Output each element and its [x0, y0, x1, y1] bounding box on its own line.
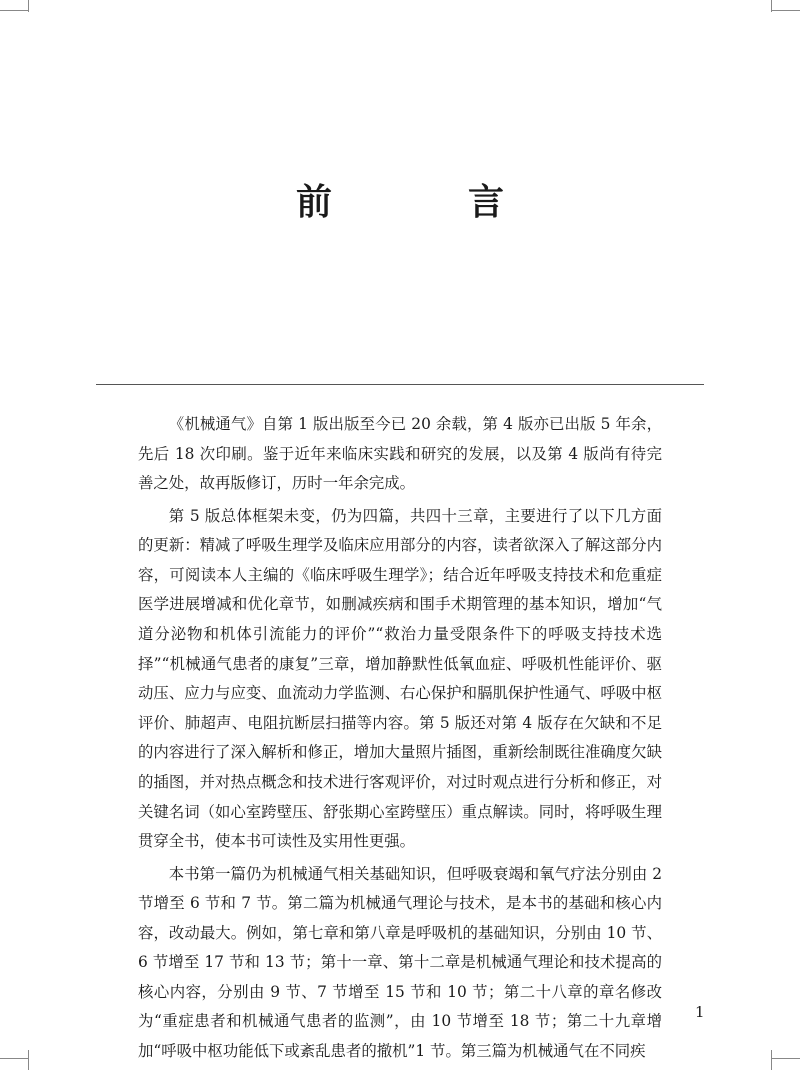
paragraph-3: 本书第一篇仍为机械通气相关基础知识，但呼吸衰竭和氧气疗法分别由 2 节增至 6 节和 7 节。第二篇为机械通气理论与技术，是本书的基础和核心内容，改动最大。例如，第七章和第八章是呼吸机的基础知识，分别由 10 节、6 节增至 17 节和 13 节；第十一章、第十二章是机械通气理论和技术提高的核心内容，分别由 9 节、7 节增至 15 节和 10 节；第二十八章的章名修改为“重症患者和机械通气患者的监测”，由 10 节增至 18 节；第二十九章增加“呼吸中枢功能低下或紊乱患者的撤机”1 节。第三篇为机械通气在不同疾: [138, 864, 662, 1061]
crop-mark-top-left-h: [0, 10, 28, 11]
crop-mark-top-right-h: [772, 10, 800, 11]
crop-mark-top-right-v: [771, 0, 772, 12]
page-number: 1: [695, 1003, 705, 1021]
crop-mark-bottom-left-h: [0, 1058, 28, 1059]
paragraph-2: 第 5 版总体框架未变，仍为四篇，共四十三章，主要进行了以下几方面的更新：精减了呼吸生理学及临床应用部分的内容，读者欲深入了解这部分内容，可阅读本人主编的《临床呼吸生理学》；结合近年呼吸支持技术和危重症医学进展增减和优化章节，如删减疾病和围手术期管理的基本知识，增加“气道分泌物和机体引流能力的评价”“救治力量受限条件下的呼吸支持技术选择”“机械通气患者的康复”三章，增加静默性低氧血症、呼吸机性能评价、驱动压、应力与应变、血流动力学监测、右心保护和膈肌保护性通气、呼吸中枢评价、肺超声、电阻抗断层扫描等内容。第 5 版还对第 4 版存在欠缺和不足的内容进行了深入解析和修正，增加大量照片插图，重新绘制既往准确度欠缺的插图，并对热点概念和技术进行客观评价，对过时观点进行分析和修正，对关键名词（如心室跨壁压、舒张期心室跨壁压）重点解读。同时，将呼吸生理贯穿全书，使本书可读性及实用性更强。: [138, 506, 662, 851]
crop-mark-bottom-right-v: [771, 1050, 772, 1070]
page-title: 前 言: [295, 181, 554, 223]
crop-mark-top-left-v: [28, 0, 29, 12]
crop-mark-bottom-right-h: [772, 1058, 800, 1059]
title-divider: [96, 384, 704, 385]
crop-mark-bottom-left-v: [28, 1050, 29, 1070]
paragraph-1: 《机械通气》自第 1 版出版至今已 20 余载，第 4 版亦已出版 5 年余，先后 18 次印刷。鉴于近年来临床实践和研究的发展，以及第 4 版尚有待完善之处，故再版修订，历时一年余完成。: [138, 415, 662, 493]
body-text: [138, 410, 662, 1069]
